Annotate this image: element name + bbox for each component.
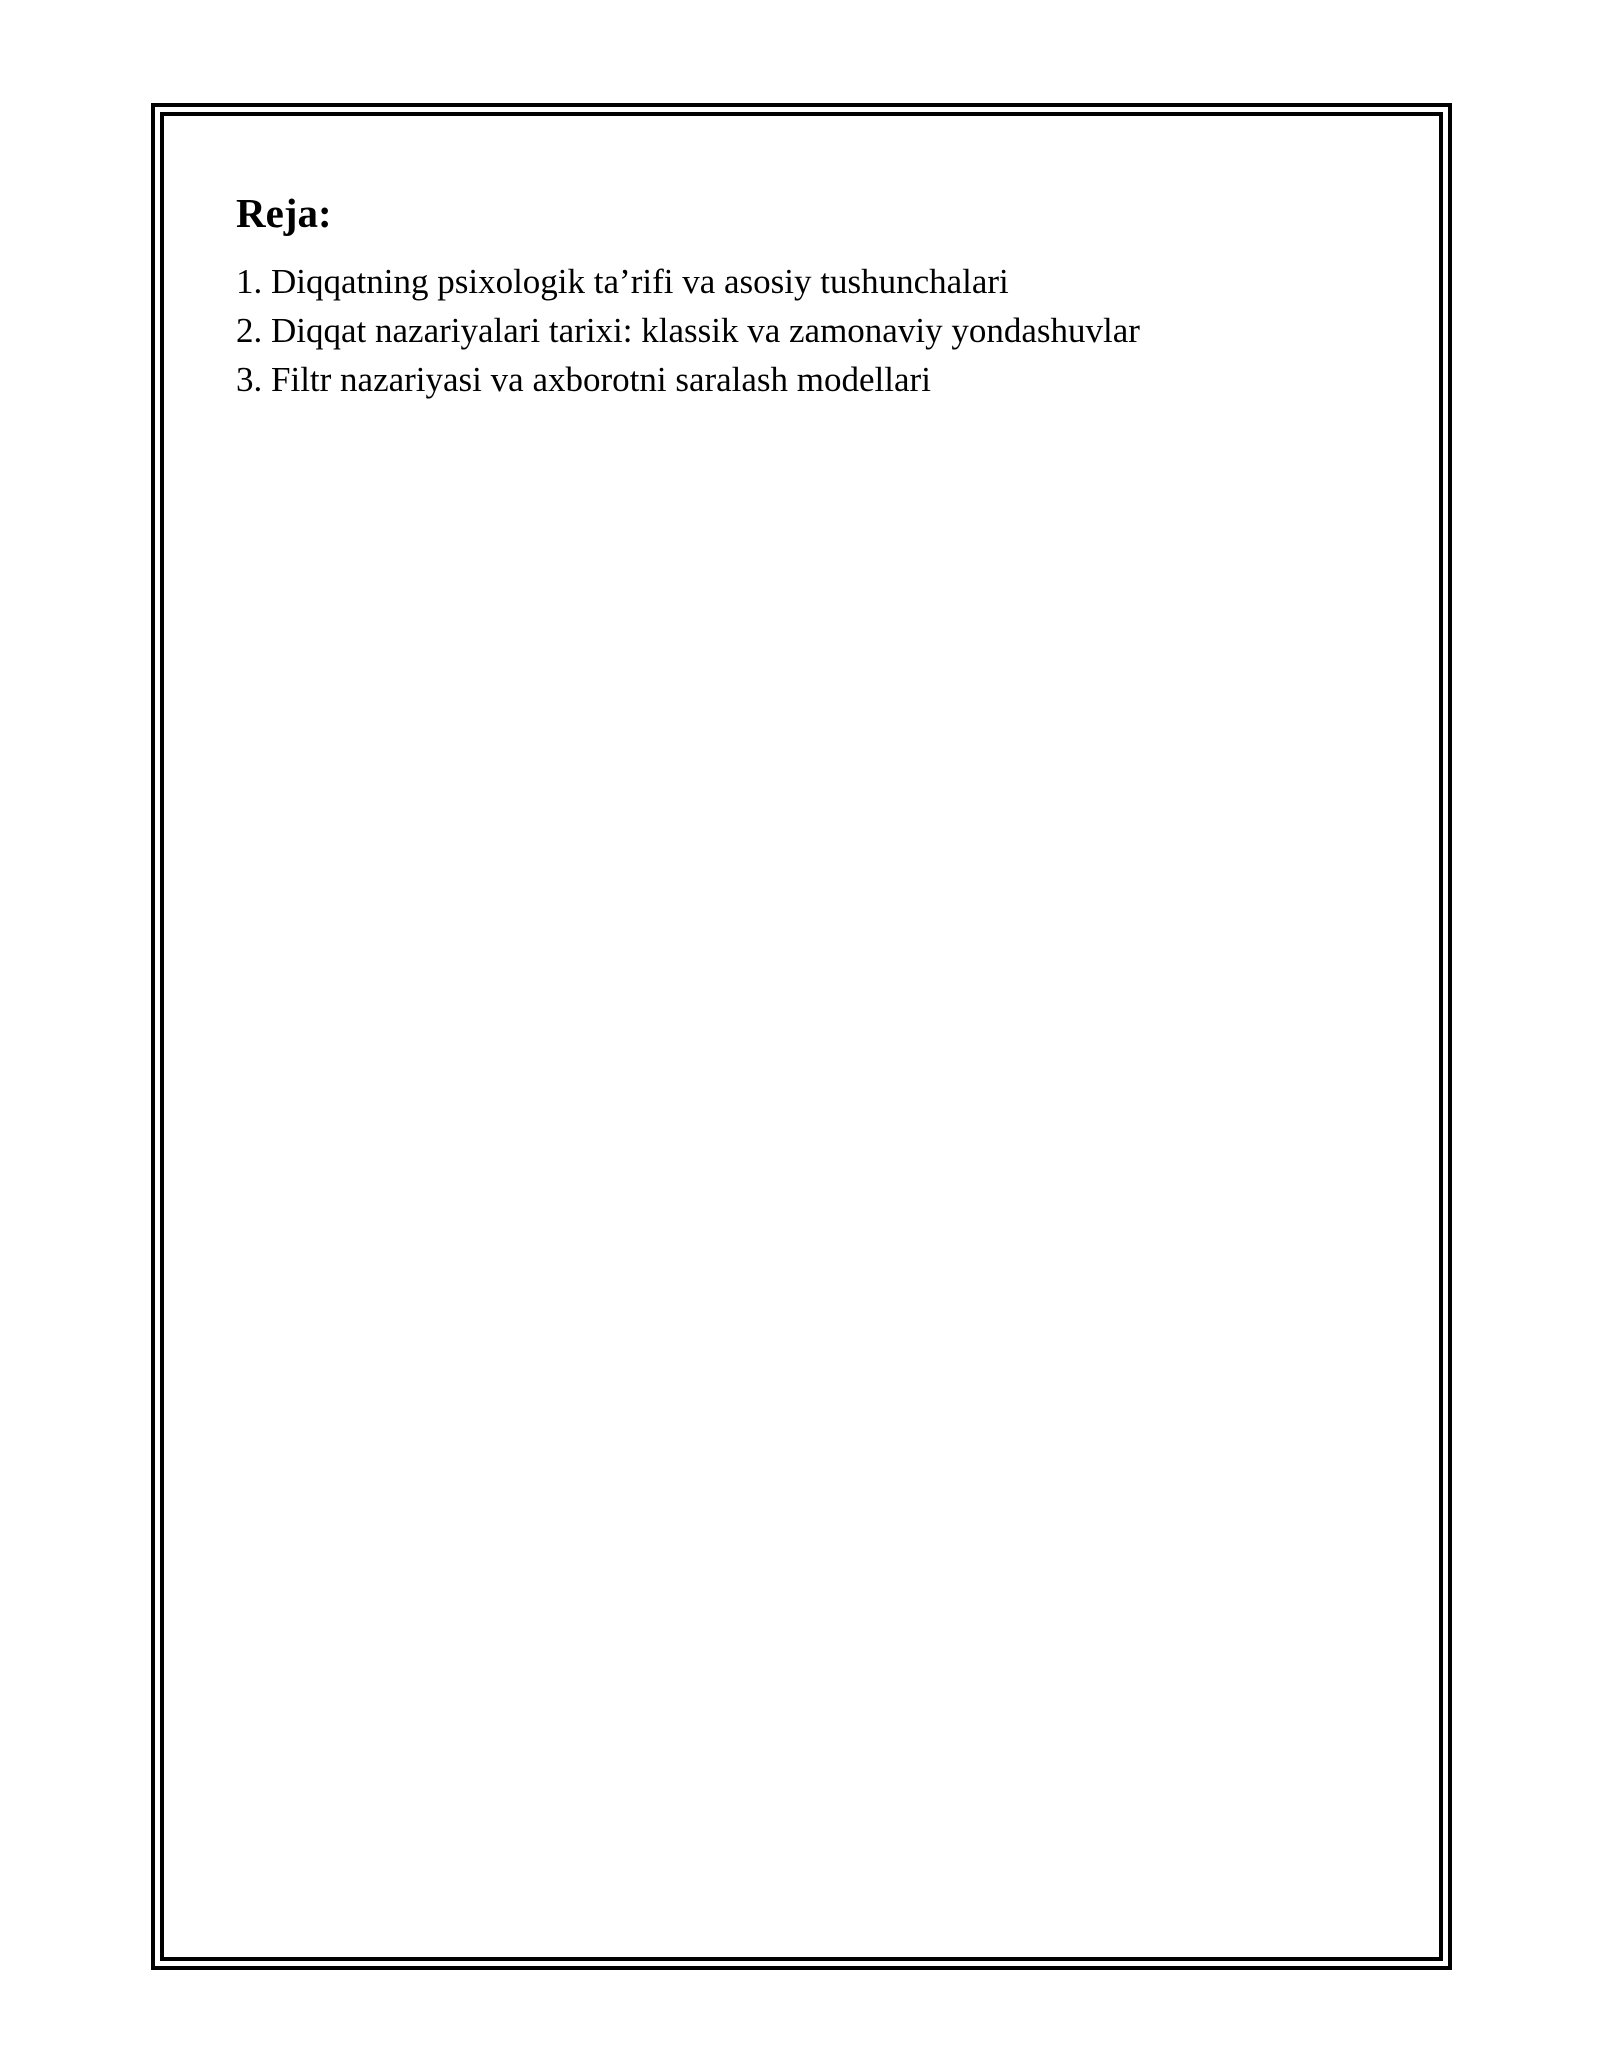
plan-item-number: 2. (236, 311, 263, 350)
plan-item-number: 1. (236, 262, 263, 301)
plan-item (236, 257, 1386, 306)
plan-item (236, 355, 1386, 404)
plan-item-text: Filtr nazariyasi va axborotni saralash modellari (271, 360, 931, 399)
plan-heading: Reja: (236, 190, 332, 236)
plan-item-number: 3. (236, 360, 263, 399)
document-content (236, 187, 1386, 404)
plan-item-text: Diqqatning psixologik ta’rifi va asosiy tushunchalari (271, 262, 1009, 301)
plan-list (236, 257, 1386, 404)
plan-item (236, 306, 1386, 355)
plan-item-text: Diqqat nazariyalari tarixi: klassik va zamonaviy yondashuvlar (271, 311, 1140, 350)
